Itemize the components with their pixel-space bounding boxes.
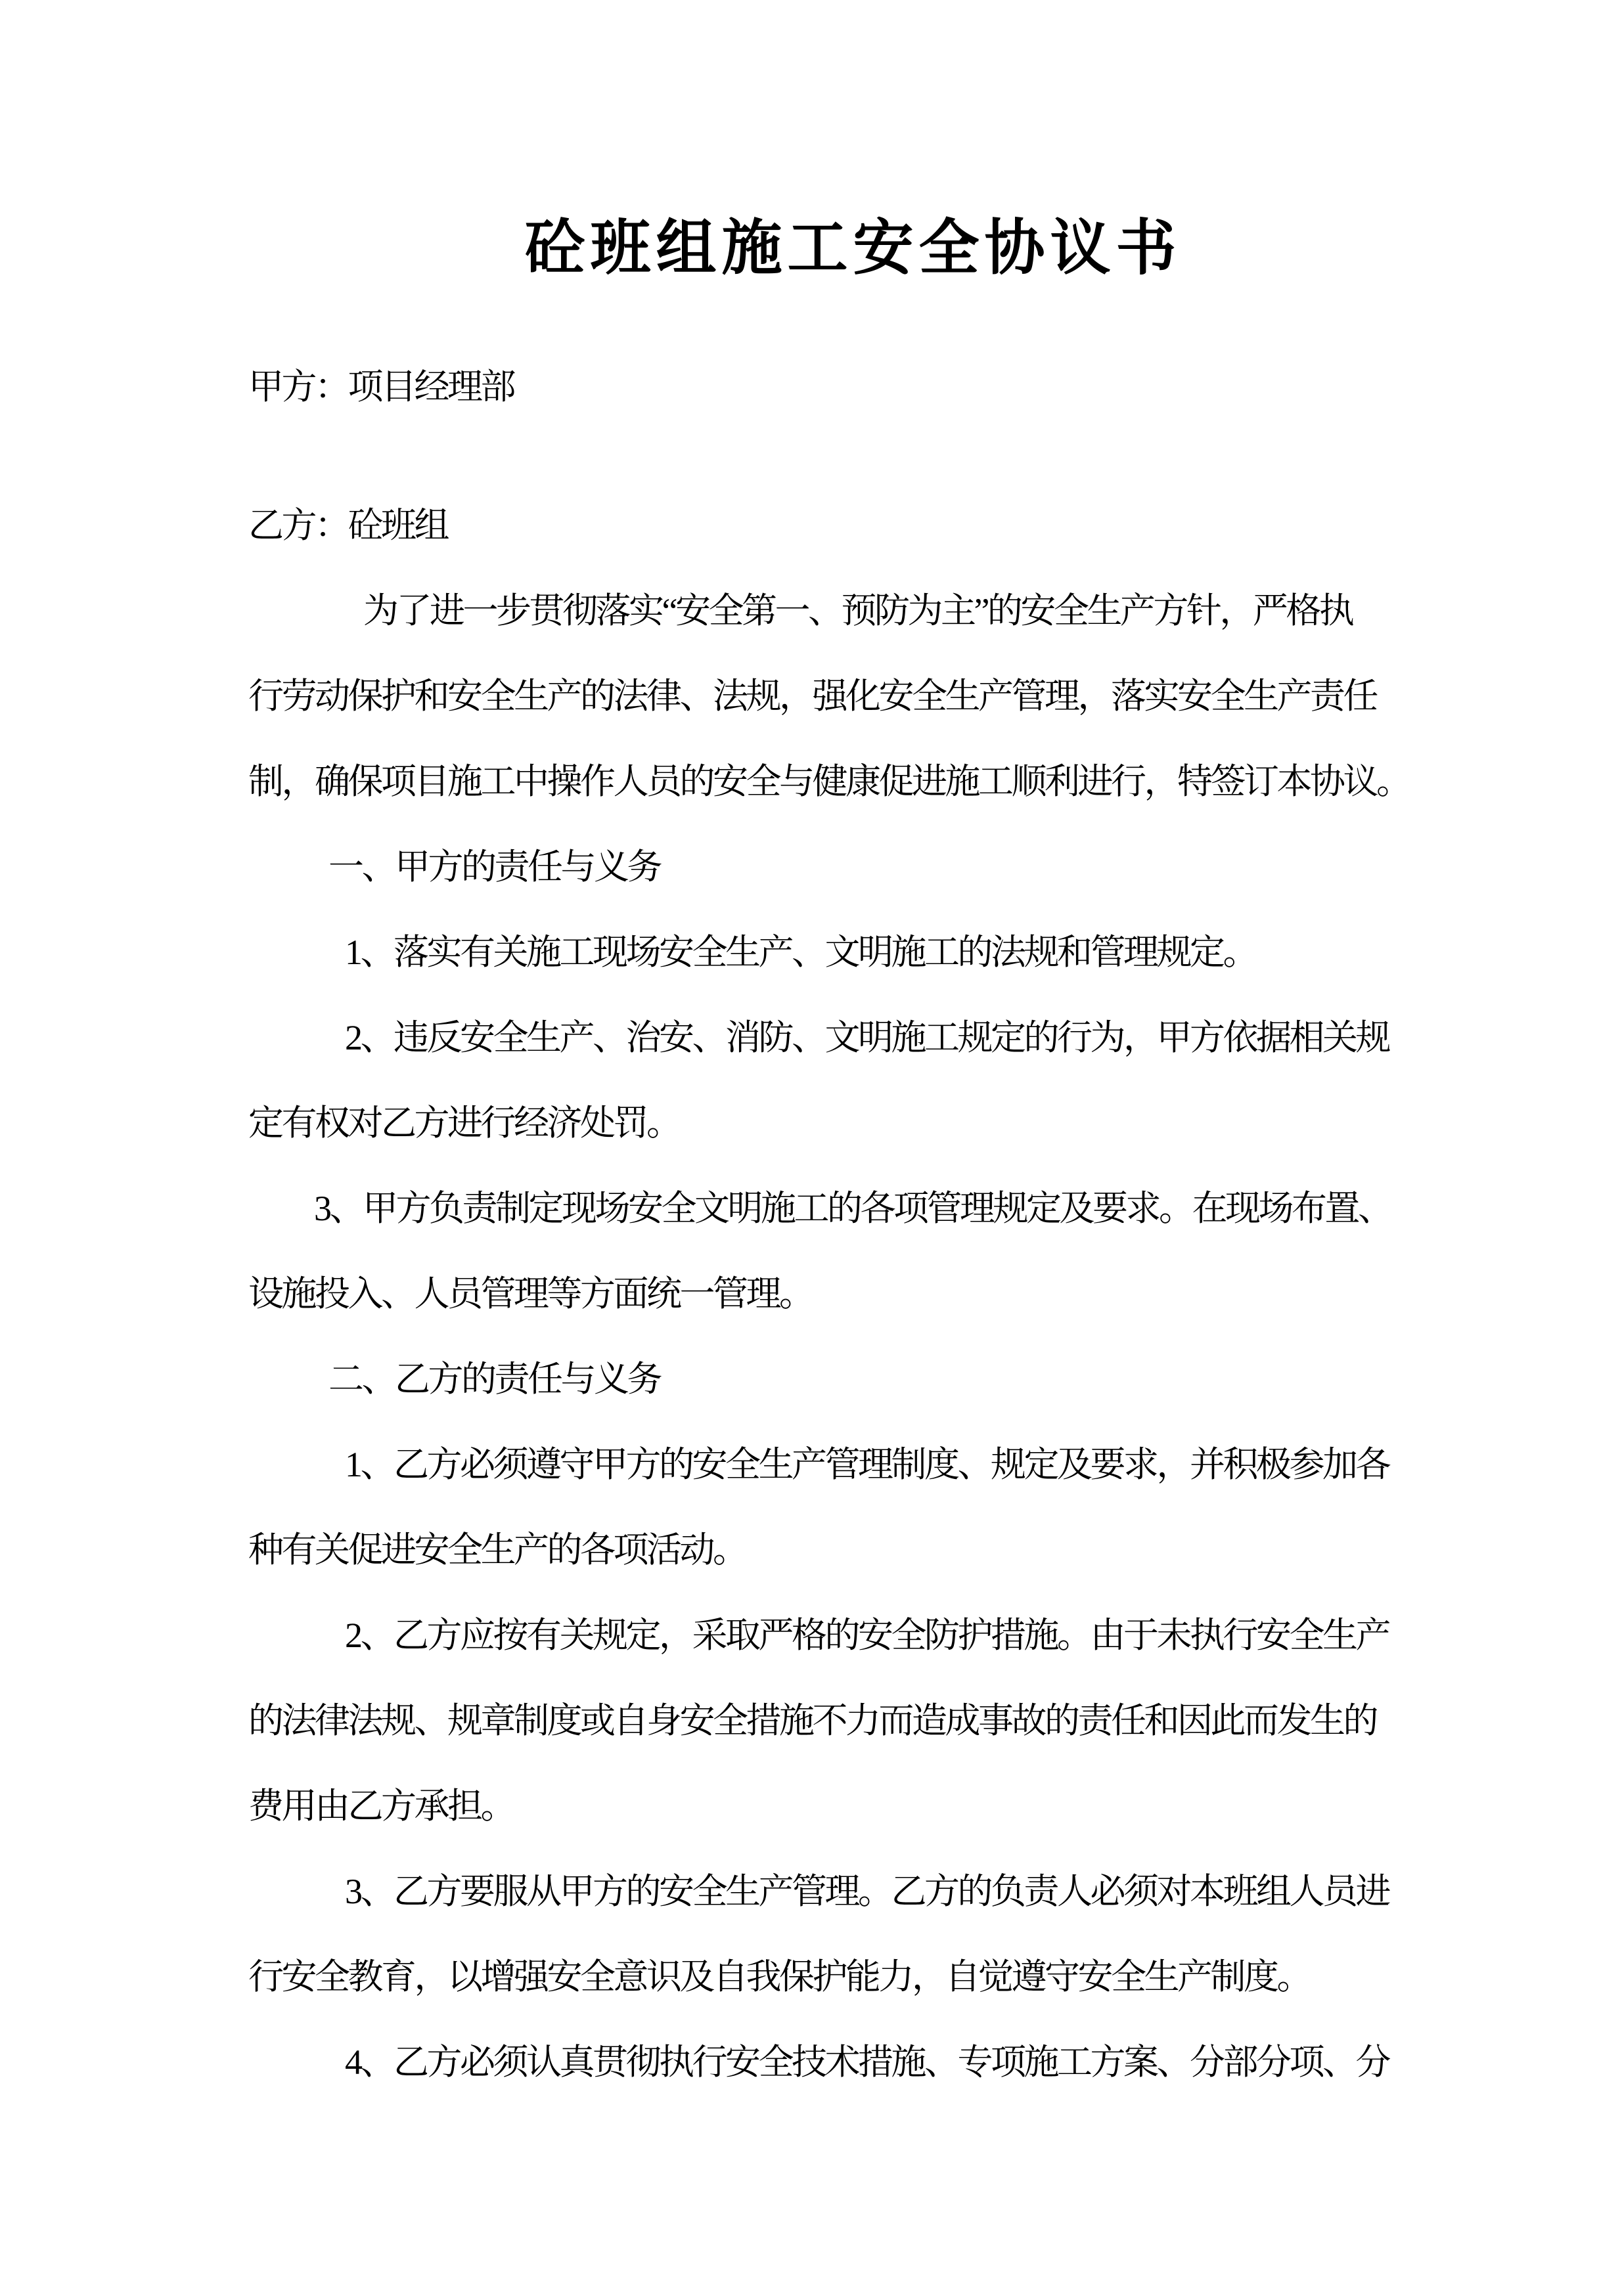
- document-body: [248, 568, 1410, 2105]
- doc-line: 一、甲方的责任与义务: [328, 847, 660, 887]
- doc-line: 1、落实有关施工现场安全生产、文明施工的法规和管理规定。: [345, 933, 1256, 972]
- doc-line: 二、乙方的责任与义务: [328, 1359, 660, 1399]
- doc-line: 为了进一步贯彻落实“安全第一、预防为主”的安全生产方针，严格执: [363, 591, 1353, 630]
- doc-line: 费用由乙方承担。: [248, 1786, 514, 1826]
- doc-line: 的法律法规、规章制度或自身安全措施不力而造成事故的责任和因此而发生的: [248, 1701, 1376, 1740]
- doc-line: 3、乙方要服从甲方的安全生产管理。乙方的负责人必须对本班组人员进: [345, 1872, 1389, 1911]
- doc-line: 行劳动保护和安全生产的法律、法规，强化安全生产管理，落实安全生产责任: [248, 676, 1376, 716]
- document-title: 砼班组施工安全协议书: [524, 215, 1182, 282]
- doc-line: 定有权对乙方进行经济处罚。: [248, 1103, 680, 1143]
- party-b-line: 乙方：砼班组: [248, 506, 447, 545]
- doc-line: 4、乙方必须认真贯彻执行安全技术措施、专项施工方案、分部分项、分: [345, 2042, 1389, 2082]
- doc-line: 行安全教育，以增强安全意识及自我保护能力，自觉遵守安全生产制度。: [248, 1957, 1310, 1997]
- doc-line: 1、乙方必须遵守甲方的安全生产管理制度、规定及要求，并积极参加各: [345, 1445, 1389, 1484]
- doc-line: 制，确保项目施工中操作人员的安全与健康促进施工顺利进行，特签订本协议。: [248, 762, 1410, 801]
- party-a-line: 甲方：项目经理部: [248, 367, 514, 407]
- doc-line: 3、甲方负责制定现场安全文明施工的各项管理规定及要求。在现场布置、: [314, 1189, 1391, 1228]
- doc-line: 2、违反安全生产、治安、消防、文明施工规定的行为，甲方依据相关规: [345, 1018, 1389, 1057]
- doc-line: 种有关促进安全生产的各项活动。: [248, 1530, 746, 1570]
- doc-line: 设施投入、人员管理等方面统一管理。: [248, 1274, 813, 1314]
- doc-line: 2、乙方应按有关规定，采取严格的安全防护措施。由于未执行安全生产: [345, 1616, 1389, 1655]
